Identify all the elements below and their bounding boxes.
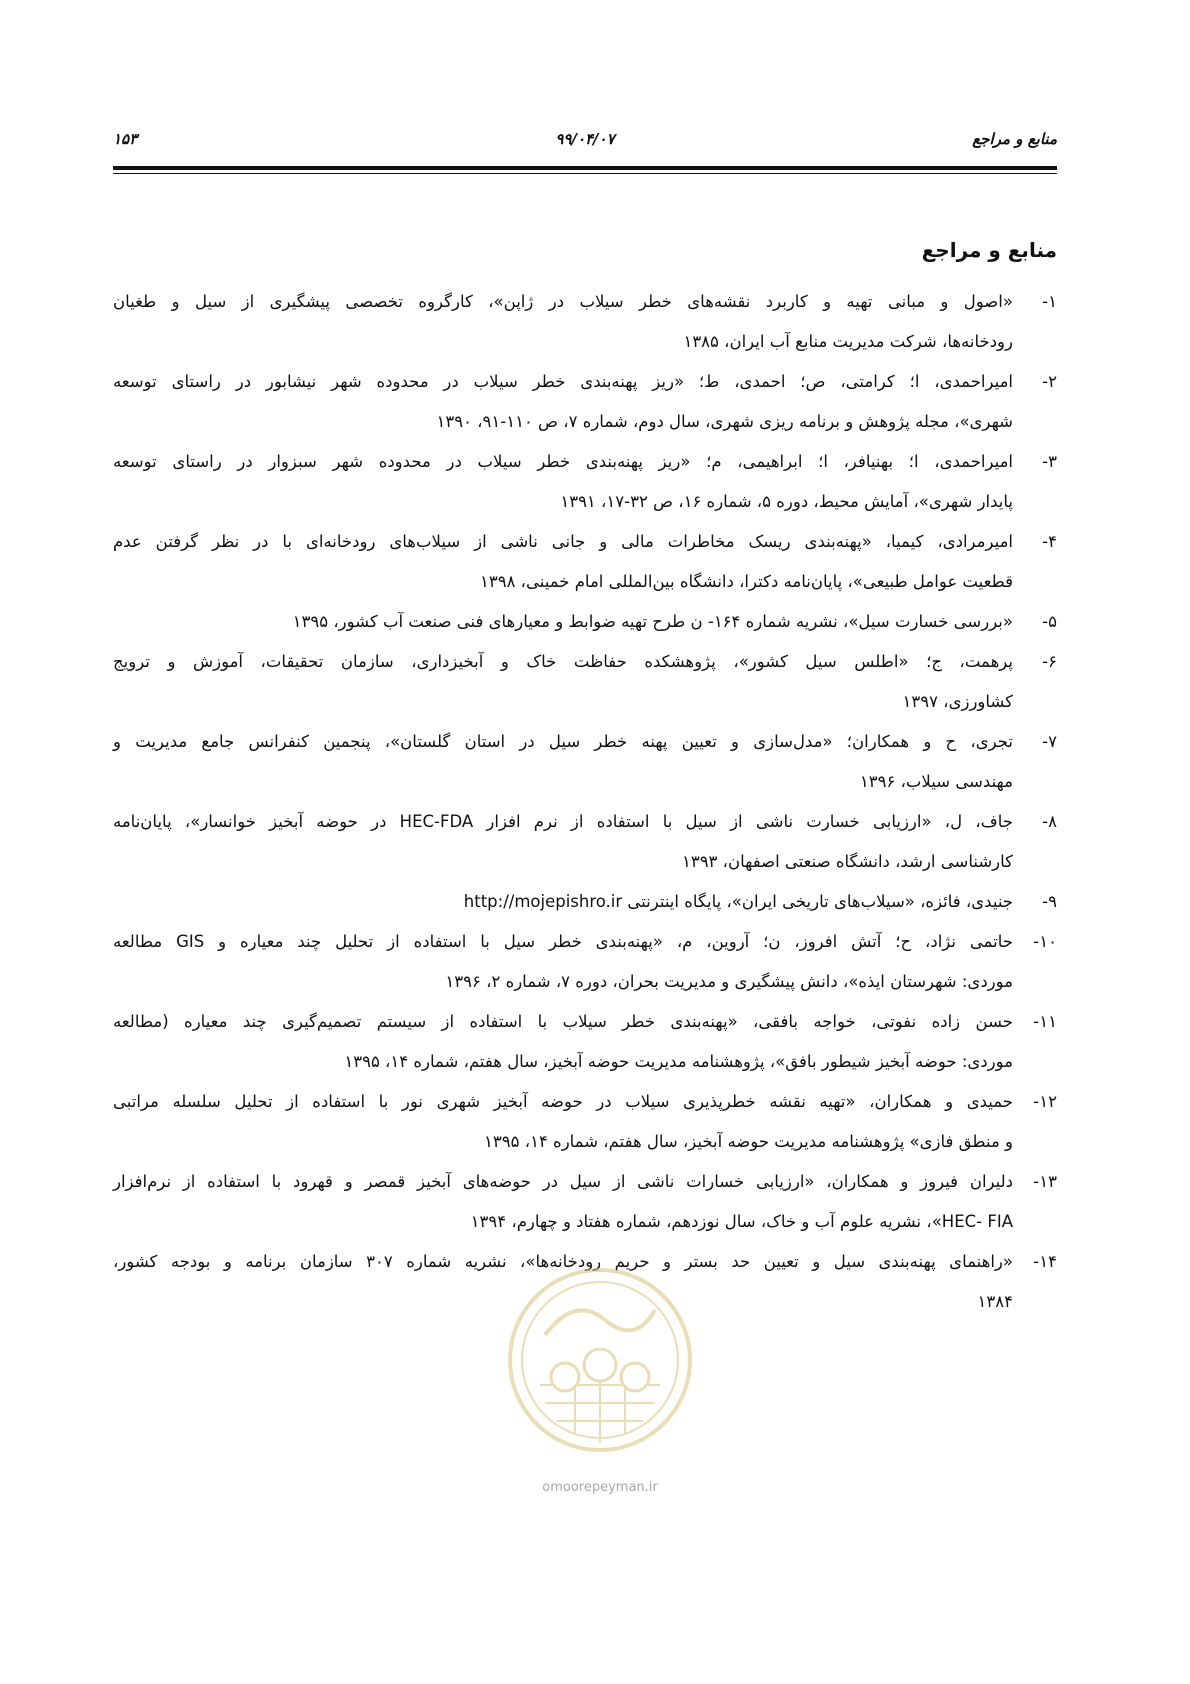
reference-item	[113, 442, 1057, 522]
reference-number: ۱-	[1042, 292, 1057, 311]
reference-line: قطعیت عوامل طبیعی»، پایان‌نامه دکترا، دانشگاه بین‌المللی امام خمینی، ۱۳۹۸	[479, 572, 1013, 591]
reference-number: ۷-	[1042, 732, 1057, 751]
reference-line: موردی: شهرستان ایذه»، دانش پیشگیری و مدیریت بحران، دوره ۷، شماره ۲، ۱۳۹۶	[445, 972, 1013, 991]
reference-number: ۹-	[1042, 892, 1057, 911]
section-title: منابع و مراجع	[921, 238, 1057, 262]
reference-list	[113, 282, 1057, 1322]
reference-line: تجری، ح و همکاران؛ «مدل‌سازی و تعیین پهنه خطر سیل در استان گلستان»، پنجمین کنفرانس جامع مدیریت و	[113, 732, 1013, 751]
header-section-name: منابع و مراجع	[972, 130, 1057, 148]
reference-line: دلیران فیروز و همکاران، «ارزیابی خسارات ناشی از سیل در حوضه‌های آبخیز قمصر و قهرود با استفاده از نرم‌افزار	[113, 1172, 1013, 1191]
reference-line: امیرمرادی، کیمیا، «پهنه‌بندی ریسک مخاطرات مالی و جانی ناشی از سیلاب‌های رودخانه‌ای با در نظر گرفتن عدم	[113, 532, 1013, 551]
reference-item	[113, 602, 1057, 642]
reference-number: ۱۰-	[1033, 932, 1057, 951]
reference-line: رودخانه‌ها، شرکت مدیریت منابع آب ایران، ۱۳۸۵	[683, 332, 1013, 351]
reference-line: حاتمی نژاد، ح؛ آتش افروز، ن؛ آروین، م، «پهنه‌بندی خطر سیل با استفاده از تحلیل چند معیاره و GIS مطالعه	[113, 932, 1014, 951]
reference-line: امیراحمدی، ا؛ بهنیافر، ا؛ ابراهیمی، م؛ «ریز پهنه‌بندی خطر سیلاب در محدوده شهر سبزوار در راستای توسعه	[113, 452, 1013, 471]
reference-line: امیراحمدی، ا؛ کرامتی، ص؛ احمدی، ط؛ «ریز پهنه‌بندی خطر سیلاب در محدوده شهر نیشابور در راستای توسعه	[113, 372, 1013, 391]
reference-number: ۵-	[1042, 612, 1057, 631]
header-page-number: ۱۵۳	[113, 130, 138, 148]
reference-item	[113, 282, 1057, 362]
reference-item	[113, 1162, 1057, 1242]
reference-line: کارشناسی ارشد، دانشگاه صنعتی اصفهان، ۱۳۹۳	[681, 852, 1013, 871]
reference-item	[113, 522, 1057, 602]
reference-item	[113, 882, 1057, 922]
running-header	[113, 130, 1057, 154]
reference-number: ۶-	[1042, 652, 1057, 671]
reference-item	[113, 642, 1057, 722]
reference-number: ۳-	[1042, 452, 1057, 471]
header-date: ۹۹/۰۴/۰۷	[555, 130, 615, 148]
reference-line: پایدار شهری»، آمایش محیط، دوره ۵، شماره ۱۶، ص ۳۲-۱۷، ۱۳۹۱	[560, 492, 1013, 511]
reference-line: «راهنمای پهنه‌بندی سیل و تعیین حد بستر و حریم رودخانه‌ها»، نشریه شماره ۳۰۷ سازمان برنامه و بودجه کشور،	[113, 1252, 1013, 1271]
watermark-logo	[505, 1265, 695, 1455]
reference-line: جنیدی، فائزه، «سیلاب‌های تاریخی ایران»، پایگاه اینترنتی http://mojepishro.ir	[463, 892, 1013, 911]
reference-number: ۱۲-	[1033, 1092, 1057, 1111]
reference-item	[113, 1002, 1057, 1082]
reference-number: ۱۳-	[1033, 1172, 1057, 1191]
reference-item	[113, 722, 1057, 802]
header-rule-thin	[113, 173, 1057, 174]
reference-number: ۱۴-	[1033, 1252, 1057, 1271]
reference-line: حمیدی و همکاران، «تهیه نقشه خطرپذیری سیلاب در حوضه آبخیز شهری نور با استفاده از تحلیل سلسله مراتبی	[113, 1092, 1013, 1111]
reference-number: ۸-	[1042, 812, 1057, 831]
reference-item	[113, 1082, 1057, 1162]
reference-line: و منطق فازی» پژوهشنامه مدیریت حوضه آبخیز، سال هفتم، شماره ۱۴، ۱۳۹۵	[484, 1132, 1013, 1151]
reference-line: کشاورزی، ۱۳۹۷	[902, 692, 1013, 711]
reference-line: پرهمت، ج؛ «اطلس سیل کشور»، پژوهشکده حفاظت خاک و آبخیزداری، سازمان تحقیقات، آموزش و ترویج	[113, 652, 1013, 671]
reference-number: ۲-	[1042, 372, 1057, 391]
reference-line: ۱۳۸۴	[977, 1292, 1013, 1311]
reference-line: «اصول و مبانی تهیه و کاربرد نقشه‌های خطر سیلاب در ژاپن»، کارگروه تخصصی پیشگیری از سیل و طغیان	[113, 292, 1013, 311]
header-rule-thick	[113, 166, 1057, 170]
reference-line: «بررسی خسارت سیل»، نشریه شماره ۱۶۴- ن طرح تهیه ضوابط و معیارهای فنی صنعت آب کشور، ۱۳۹۵	[292, 612, 1013, 631]
reference-line: HEC- FIA»، نشریه علوم آب و خاک، سال نوزدهم، شماره هفتاد و چهارم، ۱۳۹۴	[470, 1212, 1013, 1231]
reference-line: حسن زاده نفوتی، خواجه بافقی، «پهنه‌بندی خطر سیلاب با استفاده از سیستم تصمیم‌گیری چند معیاره (مطالعه	[113, 1012, 1013, 1031]
reference-line: موردی: حوضه آبخیز شیطور بافق»، پژوهشنامه مدیریت حوضه آبخیز، سال هفتم، شماره ۱۴، ۱۳۹۵	[344, 1052, 1013, 1071]
reference-line: مهندسی سیلاب، ۱۳۹۶	[859, 772, 1013, 791]
reference-item	[113, 802, 1057, 882]
reference-number: ۱۱-	[1033, 1012, 1057, 1031]
reference-item	[113, 362, 1057, 442]
reference-line: جاف، ل، «ارزیابی خسارت ناشی از سیل با استفاده از نرم افزار HEC-FDA در حوضه آبخیز خوانسار»، پایان‌نامه	[113, 812, 1013, 831]
reference-line: شهری»، مجله پژوهش و برنامه ریزی شهری، سال دوم، شماره ۷، ص ۱۱۰-۹۱، ۱۳۹۰	[436, 412, 1013, 431]
reference-item	[113, 922, 1057, 1002]
watermark-url: omoorepeyman.ir	[542, 1480, 658, 1495]
reference-number: ۴-	[1042, 532, 1057, 551]
